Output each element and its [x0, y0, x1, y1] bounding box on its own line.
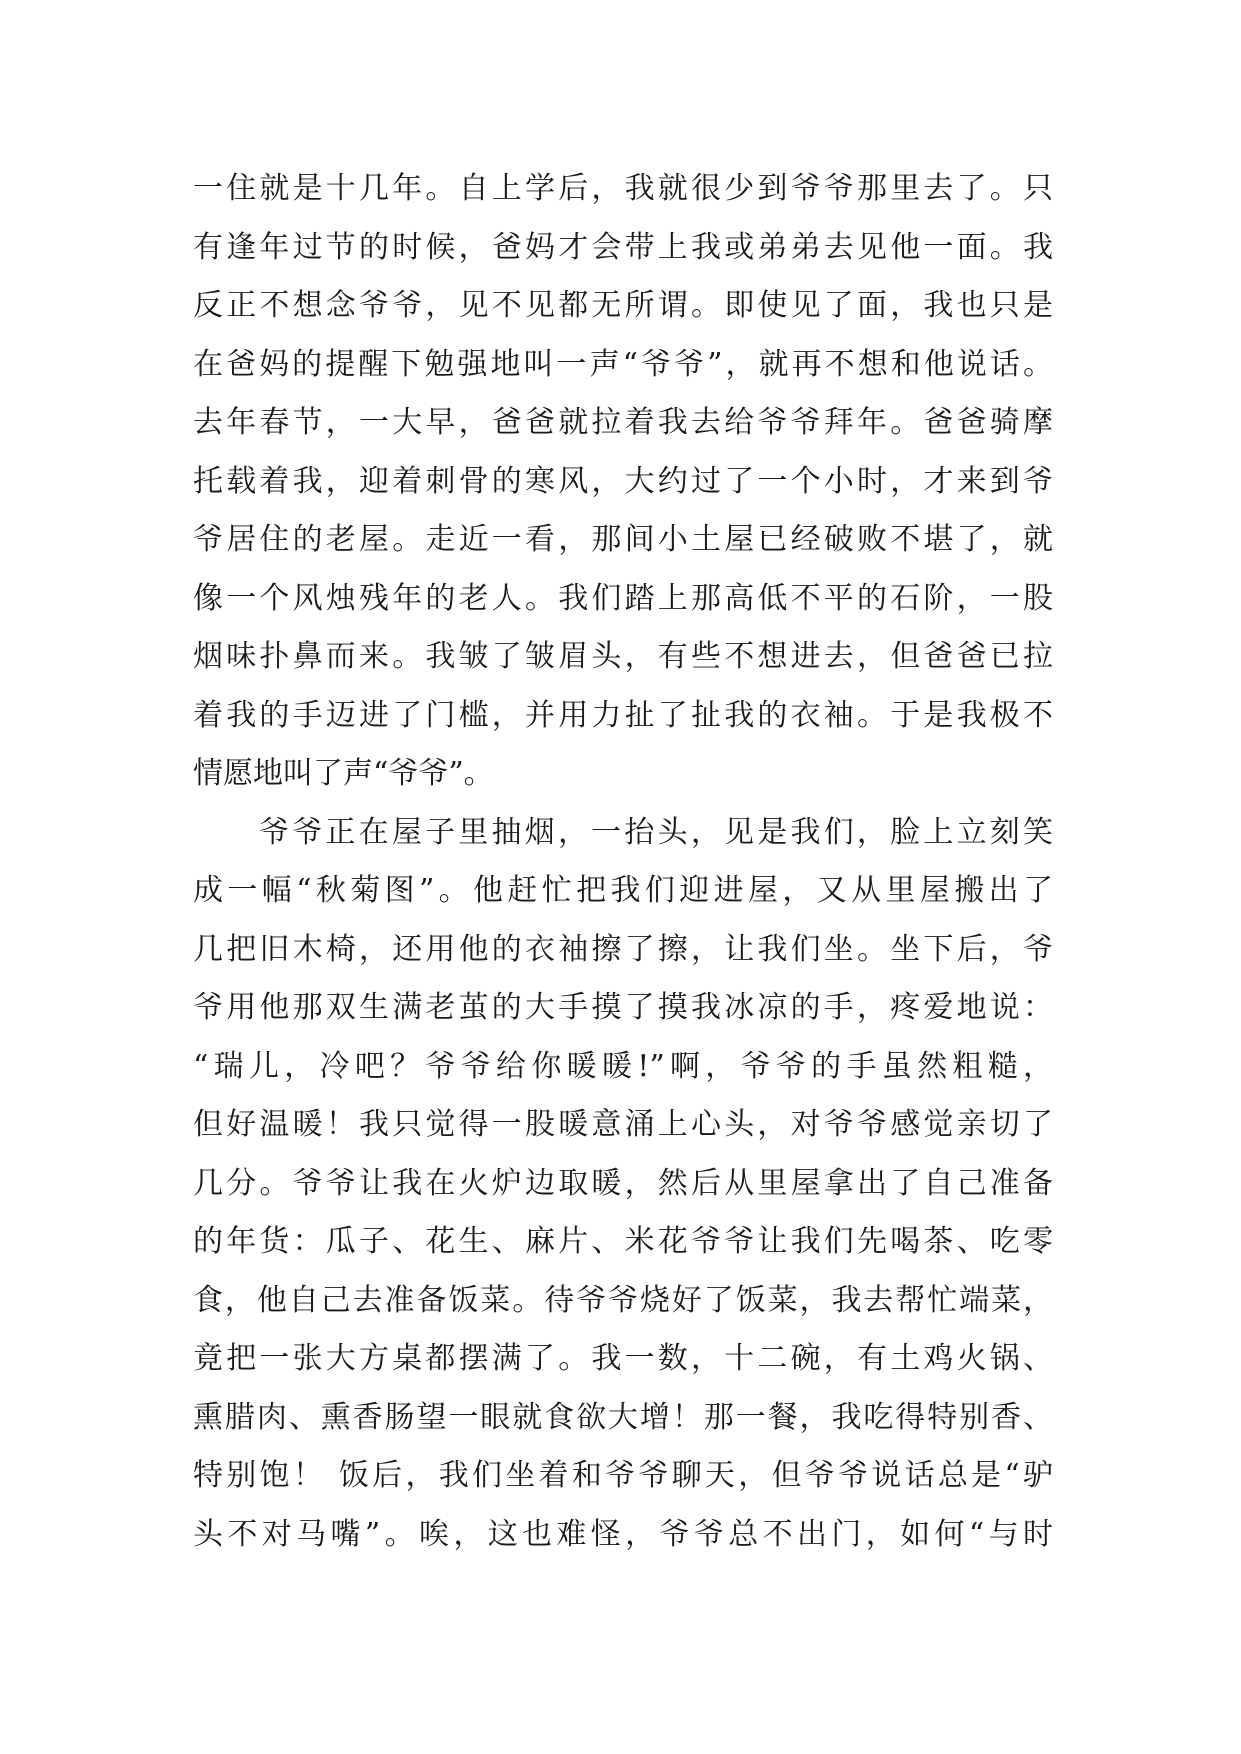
paragraph-end-line: 情愿地叫了声“爷爷”。: [193, 756, 494, 791]
text-line: 几分。爷爷让我在火炉边取暖，然后从里屋拿出了自己准备: [193, 1165, 1053, 1201]
text-line: 托载着我，迎着刺骨的寒风，大约过了一个小时，才来到爷: [193, 463, 1053, 499]
text-line: 有逢年过节的时候，爸妈才会带上我或弟弟去见他一面。我: [193, 229, 1053, 265]
text-line: 头不对马嘴”。唉，这也难怪，爷爷总不出门，如何“与时: [193, 1516, 1053, 1552]
text-line: 但好温暖！我只觉得一股暖意涌上心头，对爷爷感觉亲切了: [193, 1107, 1053, 1142]
text-line: 食，他自己去准备饭菜。待爷爷烧好了饭菜，我去帮忙端菜，: [193, 1282, 1053, 1318]
text-line: 去年春节，一大早，爸爸就拉着我去给爷爷拜年。爸爸骑摩: [193, 405, 1053, 440]
text-line: “瑞儿，冷吧？爷爷给你暖暖!”啊，爷爷的手虽然粗糙，: [193, 1048, 1053, 1084]
text-line: 一住就是十几年。自上学后，我就很少到爷爷那里去了。只: [193, 171, 1053, 206]
text-line: 在爸妈的提醒下勉强地叫一声“爷爷”，就再不想和他说话。: [193, 346, 1053, 382]
paragraph-start-line: 爷爷正在屋子里抽烟，一抬头，见是我们，脸上立刻笑: [259, 814, 1053, 850]
body-text: [193, 160, 1053, 1564]
text-line: 烟味扑鼻而来。我皱了皱眉头，有些不想进去，但爸爸已拉: [193, 639, 1053, 674]
text-line: 着我的手迈进了门槛，并用力扯了扯我的衣袖。于是我极不: [193, 697, 1053, 733]
text-line: 竟把一张大方桌都摆满了。我一数，十二碗，有土鸡火锅、: [193, 1341, 1053, 1376]
text-line: 反正不想念爷爷，见不见都无所谓。即使见了面，我也只是: [193, 288, 1053, 323]
text-line: 爷用他那双生满老茧的大手摸了摸我冰凉的手，疼爱地说：: [193, 990, 1053, 1025]
text-line: 像一个风烛残年的老人。我们踏上那高低不平的石阶，一股: [193, 580, 1053, 616]
text-line: 特别饱！ 饭后，我们坐着和爷爷聊天，但爷爷说话总是“驴: [193, 1458, 1053, 1493]
text-line: 的年货：瓜子、花生、麻片、米花爷爷让我们先喝茶、吃零: [193, 1224, 1053, 1259]
text-line: 成一幅“秋菊图”。他赶忙把我们迎进屋，又从里屋搬出了: [193, 873, 1053, 908]
text-line: 爷居住的老屋。走近一看，那间小土屋已经破败不堪了，就: [193, 522, 1053, 557]
text-line: 熏腊肉、熏香肠望一眼就食欲大增！那一餐，我吃得特别香、: [193, 1399, 1053, 1435]
text-line: 几把旧木椅，还用他的衣袖擦了擦，让我们坐。坐下后，爷: [193, 931, 1053, 967]
